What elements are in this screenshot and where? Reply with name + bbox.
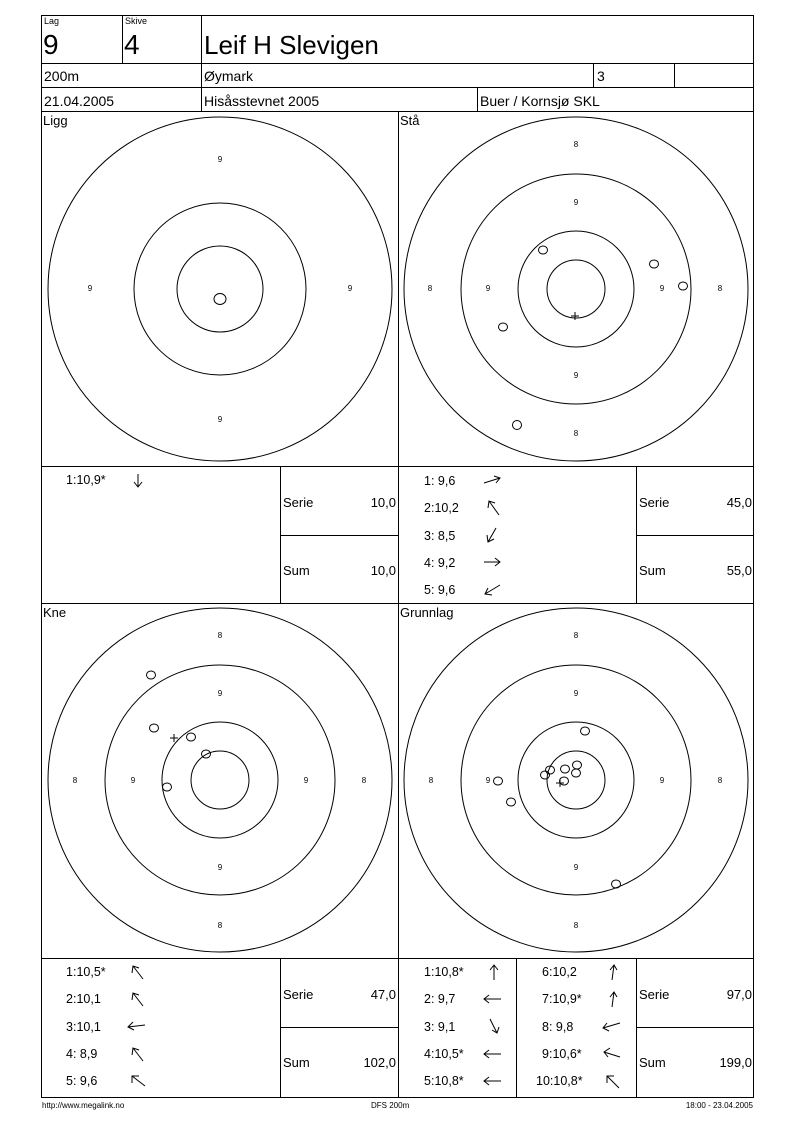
shot-label: 2: (424, 992, 435, 1006)
footer-system: DFS 200m (371, 1101, 410, 1110)
lag-value: 9 (43, 29, 59, 60)
shot-label: 5: (424, 1074, 435, 1088)
ring-label: 8 (427, 284, 433, 293)
arrow-up-left-icon (128, 1071, 148, 1091)
sum-value: 10,0 (370, 563, 396, 578)
arrow-left-icon (482, 989, 502, 1009)
shot-value: 10,1 (76, 992, 101, 1006)
ring-label: 9 (130, 776, 136, 785)
shot-value: 10,2 (434, 501, 459, 515)
shot-label: 10: (536, 1074, 554, 1088)
shot-row (542, 965, 577, 979)
ring-label: 9 (217, 155, 223, 164)
ring-label: 8 (217, 631, 223, 640)
shot-row (66, 1047, 97, 1061)
arrow-up-icon (603, 989, 623, 1009)
ring-label: 8 (573, 140, 579, 149)
shot-value: 10,9* (76, 473, 106, 487)
shot-row (66, 473, 106, 487)
event-name: Hisåsstevnet 2005 (204, 93, 320, 109)
shot-label: 4: (66, 1047, 77, 1061)
distance: 200m (44, 68, 80, 84)
ring-label: 9 (573, 198, 579, 207)
serie-value: 47,0 (370, 987, 396, 1002)
shot-hole (539, 246, 548, 254)
shot-row (424, 529, 455, 543)
shot-label: 9: (542, 1047, 553, 1061)
ring-label: 8 (573, 631, 579, 640)
serie-value: 10,0 (370, 495, 396, 510)
ring-label: 9 (573, 689, 579, 698)
sum-label: Sum (283, 563, 310, 578)
sum-label: Sum (639, 563, 666, 578)
shot-hole (507, 798, 516, 806)
ring-label: 8 (717, 776, 723, 785)
ring-label: 9 (659, 284, 665, 293)
panel-title-ligg: Ligg (43, 113, 68, 128)
shot-label: 6: (542, 965, 553, 979)
footer-timestamp: 18:00 - 23.04.2005 (685, 1101, 753, 1110)
panel-title-grunnlag: Grunnlag (400, 605, 454, 620)
ring-label: 8 (428, 776, 434, 785)
target-ligg (46, 115, 394, 465)
shot-value: 8,9 (79, 1047, 98, 1061)
shot-label: 4: (424, 1047, 435, 1061)
arrow-left-icon (482, 1071, 502, 1091)
sum-label: Sum (639, 1055, 666, 1070)
ring-label: 8 (72, 776, 78, 785)
arrow-up-left-icon (484, 498, 504, 518)
shot-value: 9,2 (437, 556, 456, 570)
sum-value: 199,0 (719, 1055, 752, 1070)
sum-value: 55,0 (726, 563, 752, 578)
shot-hole (650, 260, 659, 268)
serie-label: Serie (283, 987, 314, 1002)
shot-value: 10,8* (553, 1074, 583, 1088)
shot-value: 9,8 (555, 1020, 574, 1034)
club-name: Buer / Kornsjø SKL (480, 93, 600, 109)
shot-value: 10,6* (552, 1047, 582, 1061)
ring-label: 9 (485, 284, 491, 293)
arrow-up-icon (484, 962, 504, 982)
shot-row (542, 1020, 573, 1034)
shot-row (424, 556, 455, 570)
footer-url[interactable]: http://www.megalink.no (42, 1101, 125, 1110)
shot-label: 4: (424, 556, 435, 570)
skive-label: Skive (125, 16, 148, 26)
arrow-up-icon (603, 962, 623, 982)
shot-label: 1: (424, 474, 435, 488)
shot-label: 1: (424, 965, 435, 979)
arrow-left-icon (601, 1044, 621, 1064)
shot-label: 2: (424, 501, 435, 515)
shot-hole (147, 671, 156, 679)
shot-label: 8: (542, 1020, 553, 1034)
arrow-down-left-icon (482, 525, 502, 545)
arrow-down-icon (128, 471, 148, 491)
shot-hole (513, 421, 522, 430)
shot-value: 8,5 (437, 529, 456, 543)
shot-hole (560, 777, 569, 785)
shot-hole (541, 771, 550, 779)
shot-value: 9,1 (437, 1020, 456, 1034)
shot-hole (561, 765, 570, 773)
arrow-left-icon (126, 1016, 146, 1036)
shot-value: 9,6 (79, 1074, 98, 1088)
shot-value: 10,9* (552, 992, 582, 1006)
serie-value: 97,0 (726, 987, 752, 1002)
ring-label: 9 (485, 776, 491, 785)
arrow-left-icon (482, 1044, 502, 1064)
shot-row (424, 1047, 464, 1061)
ring-label: 9 (573, 371, 579, 380)
ring-label: 9 (217, 689, 223, 698)
shot-label: 1: (66, 965, 77, 979)
shot-label: 2: (66, 992, 77, 1006)
sum-value: 102,0 (363, 1055, 396, 1070)
shot-row (66, 1020, 101, 1034)
shot-hole (150, 724, 159, 732)
panel-title-kne: Kne (43, 605, 67, 620)
shot-label: 5: (66, 1074, 77, 1088)
serie-label: Serie (639, 495, 670, 510)
class: 3 (597, 68, 605, 84)
shot-row (536, 1074, 583, 1088)
ring-label: 8 (361, 776, 367, 785)
ring-label: 8 (573, 921, 579, 930)
shot-value: 10,5* (434, 1047, 464, 1061)
group-center-cross (571, 312, 579, 320)
ring-label: 9 (303, 776, 309, 785)
shot-value: 9,6 (437, 583, 456, 597)
ring-label: 9 (217, 415, 223, 424)
shot-hole (494, 777, 503, 785)
location: Øymark (204, 68, 253, 84)
shot-row (424, 501, 459, 515)
sum-label: Sum (283, 1055, 310, 1070)
shot-value: 10,8* (434, 1074, 464, 1088)
shot-hole (163, 783, 172, 791)
shot-row (424, 474, 455, 488)
arrow-up-left-icon (128, 1044, 148, 1064)
shot-label: 7: (542, 992, 553, 1006)
arrow-left-icon (601, 1016, 621, 1036)
target-kne (46, 607, 396, 957)
shot-label: 5: (424, 583, 435, 597)
ring-label: 9 (659, 776, 665, 785)
shot-label: 3: (66, 1020, 77, 1034)
arrow-right-up-icon (482, 470, 502, 490)
serie-label: Serie (639, 987, 670, 1002)
shot-row (424, 1020, 455, 1034)
shot-row (424, 992, 455, 1006)
shot-row (542, 992, 582, 1006)
arrow-up-left-icon (128, 962, 148, 982)
ring-label: 8 (573, 429, 579, 438)
target-staa (402, 115, 752, 465)
arrow-up-left-icon (128, 989, 148, 1009)
shot-value: 10,5* (76, 965, 106, 979)
ring-label: 9 (87, 284, 93, 293)
arrow-down-right-icon (484, 1016, 504, 1036)
ring-label: 8 (217, 921, 223, 930)
shot-hole (187, 733, 196, 741)
shot-value: 9,7 (437, 992, 456, 1006)
shot-hole (499, 323, 508, 331)
shot-hole (202, 750, 211, 758)
skive-value: 4 (124, 29, 140, 60)
shot-value: 10,8* (434, 965, 464, 979)
date: 21.04.2005 (44, 93, 115, 109)
shot-row (66, 1074, 97, 1088)
ring-label: 9 (573, 863, 579, 872)
shot-row (424, 1074, 464, 1088)
ring-label: 8 (717, 284, 723, 293)
shot-row (542, 1047, 582, 1061)
target-grunnlag (402, 607, 752, 957)
shot-value: 9,6 (437, 474, 456, 488)
group-center-cross (556, 779, 564, 787)
shot-row (66, 965, 106, 979)
shooter-name: Leif H Slevigen (204, 30, 379, 60)
shot-hole (573, 761, 582, 769)
arrow-left-down-icon (482, 580, 502, 600)
serie-label: Serie (283, 495, 314, 510)
shot-value: 10,2 (552, 965, 577, 979)
ring-label: 9 (347, 284, 353, 293)
shot-row (424, 965, 464, 979)
shot-hole (581, 727, 590, 735)
shot-label: 1: (66, 473, 77, 487)
shot-row (424, 583, 455, 597)
shot-hole (679, 282, 688, 290)
lag-label: Lag (44, 16, 60, 26)
shot-row (66, 992, 101, 1006)
shot-label: 3: (424, 529, 435, 543)
shot-hole (214, 294, 226, 305)
shot-label: 3: (424, 1020, 435, 1034)
shot-value: 10,1 (76, 1020, 101, 1034)
shot-hole (612, 880, 621, 888)
shot-hole (572, 769, 581, 777)
serie-value: 45,0 (726, 495, 752, 510)
panel-title-staa: Stå (400, 113, 420, 128)
arrow-right-icon (482, 552, 502, 572)
arrow-up-left-icon (603, 1071, 623, 1091)
ring-label: 9 (217, 863, 223, 872)
